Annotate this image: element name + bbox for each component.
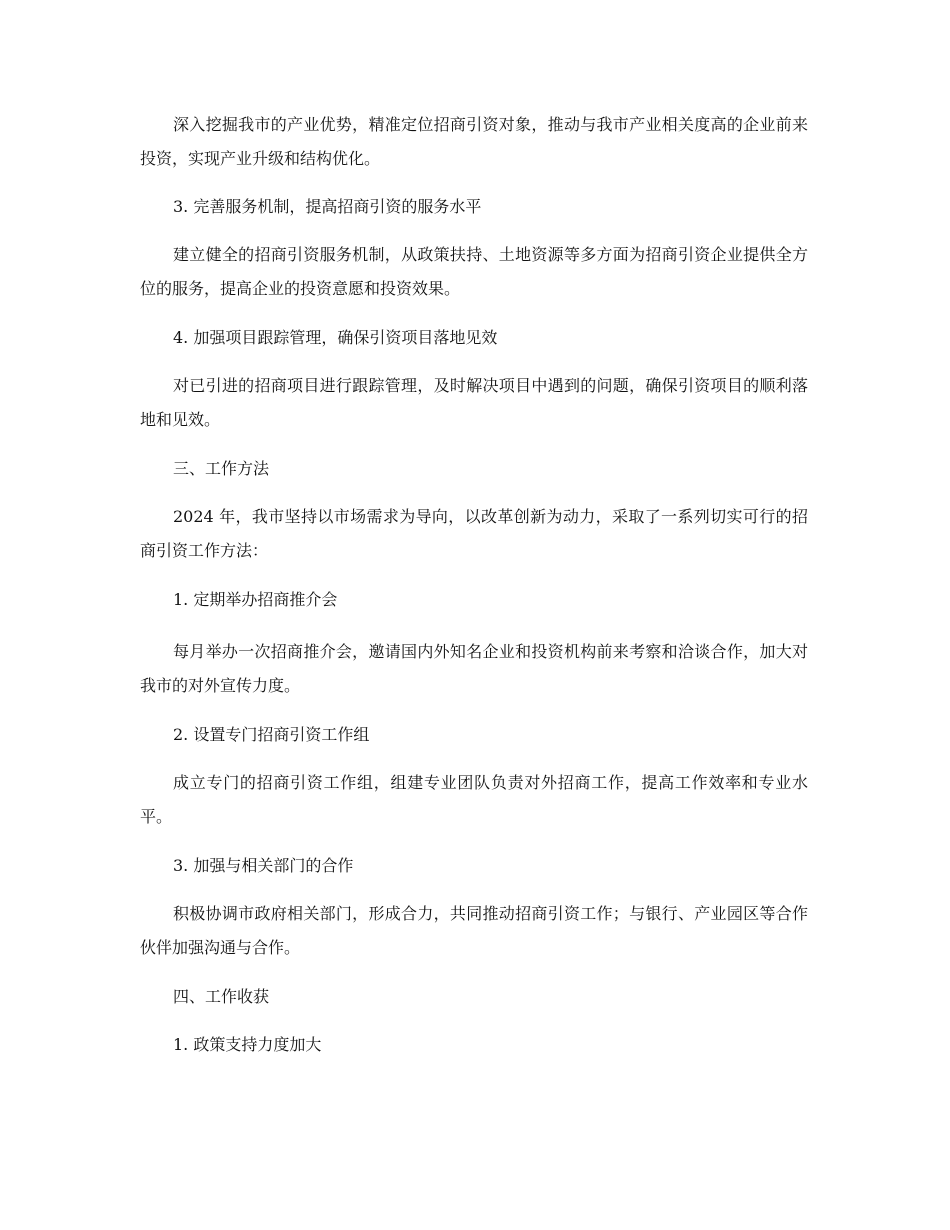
body-paragraph: 积极协调市政府相关部门，形成合力，共同推动招商引资工作；与银行、产业园区等合作伙伴加强沟通与合作。 <box>140 904 808 957</box>
body-paragraph: 建立健全的招商引资服务机制，从政策扶持、土地资源等多方面为招商引资企业提供全方位的服务，提高企业的投资意愿和投资效果。 <box>140 245 808 298</box>
subheading: 1. 政策支持力度加大 <box>173 1035 322 1054</box>
subheading: 4. 加强项目跟踪管理，确保引资项目落地见效 <box>173 328 498 347</box>
body-paragraph: 成立专门的招商引资工作组，组建专业团队负责对外招商工作，提高工作效率和专业水平。 <box>140 773 808 826</box>
body-paragraph: 深入挖掘我市的产业优势，精准定位招商引资对象，推动与我市产业相关度高的企业前来投资，实现产业升级和结构优化。 <box>140 115 808 168</box>
subheading: 1. 定期举办招商推介会 <box>173 590 338 609</box>
body-paragraph: 对已引进的招商项目进行跟踪管理，及时解决项目中遇到的问题，确保引资项目的顺利落地和见效。 <box>140 376 808 429</box>
subheading: 3. 完善服务机制，提高招商引资的服务水平 <box>173 197 482 216</box>
section-heading: 四、工作收获 <box>173 987 270 1006</box>
subheading: 3. 加强与相关部门的合作 <box>173 856 354 875</box>
subheading: 2. 设置专门招商引资工作组 <box>173 725 370 744</box>
section-heading: 三、工作方法 <box>173 459 270 478</box>
body-paragraph: 每月举办一次招商推介会，邀请国内外知名企业和投资机构前来考察和洽谈合作，加大对我市的对外宣传力度。 <box>140 642 808 695</box>
body-paragraph: 2024 年，我市坚持以市场需求为导向，以改革创新为动力，采取了一系列切实可行的招商引资工作方法： <box>140 507 808 560</box>
